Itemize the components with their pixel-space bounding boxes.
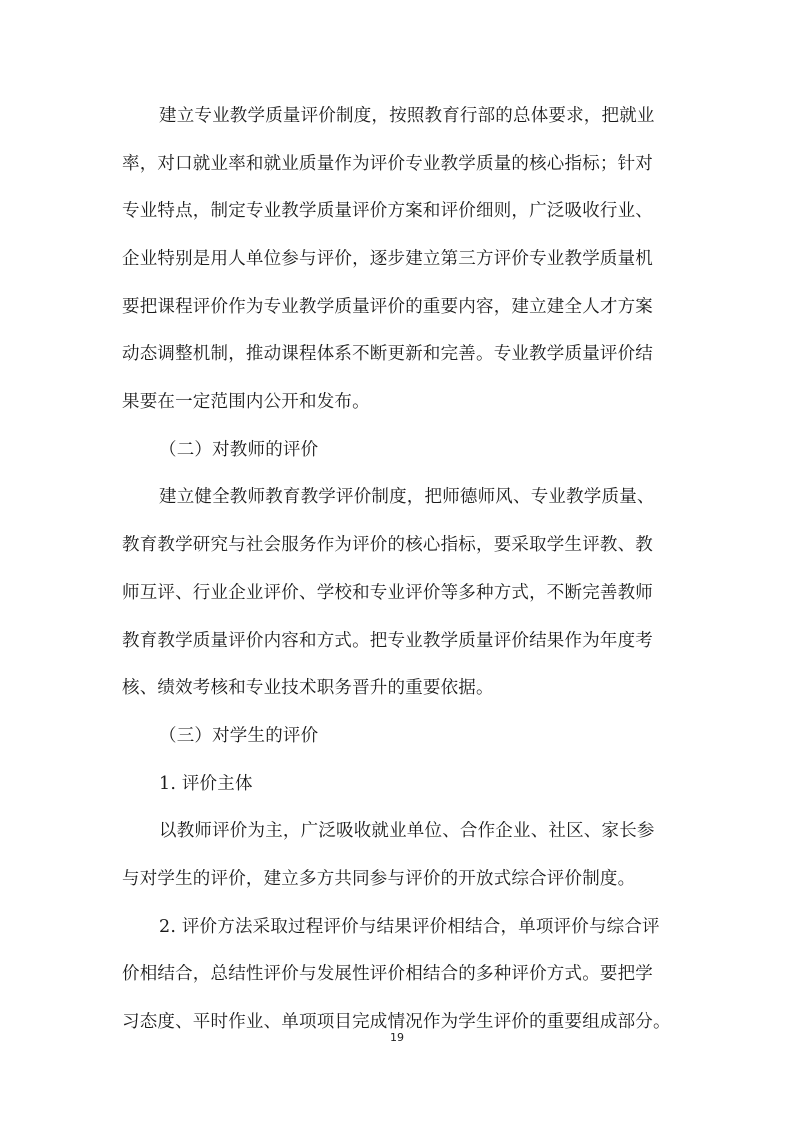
- paragraph-line-7: 果要在一定范围内公开和发布。: [122, 392, 370, 412]
- paragraph-line-9: 建立健全教师教育教学评价制度，把师德师风、专业教学质量、: [159, 487, 655, 507]
- paragraph-line-16: 以教师评价为主，广泛吸收就业单位、合作企业、社区、家长参: [159, 821, 655, 841]
- paragraph-line-1: 建立专业教学质量评价制度，按照教育行部的总体要求，把就业: [159, 106, 655, 126]
- paragraph-line-3: 专业特点，制定专业教学质量评价方案和评价细则，广泛吸收行业、: [122, 201, 653, 221]
- paragraph-line-11: 师互评、行业企业评价、学校和专业评价等多种方式，不断完善教师: [122, 583, 653, 603]
- paragraph-line-19: 价相结合，总结性评价与发展性评价相结合的多种评价方式。要把学: [122, 964, 653, 984]
- paragraph-line-4: 企业特别是用人单位参与评价，逐步建立第三方评价专业教学质量机: [122, 249, 653, 269]
- paragraph-line-17: 与对学生的评价，建立多方共同参与评价的开放式综合评价制度。: [122, 869, 636, 889]
- paragraph-line-20: 习态度、平时作业、单项项目完成情况作为学生评价的重要组成部分。: [122, 1012, 671, 1032]
- paragraph-line-10: 教育教学研究与社会服务作为评价的核心指标，要采取学生评教、教: [122, 535, 653, 555]
- paragraph-line-6: 动态调整机制，推动课程体系不断更新和完善。专业教学质量评价结: [122, 344, 653, 364]
- page-number: 19: [390, 1031, 404, 1044]
- paragraph-line-5: 要把课程评价作为专业教学质量评价的重要内容，建立建全人才方案: [122, 297, 653, 317]
- paragraph-line-18: 2. 评价方法采取过程评价与结果评价相结合，单项评价与综合评: [159, 917, 660, 937]
- paragraph-line-13: 核、绩效考核和专业技术职务晋升的重要依据。: [122, 678, 494, 698]
- paragraph-line-12: 教育教学质量评价内容和方式。把专业教学质量评价结果作为年度考: [122, 631, 653, 651]
- section-heading-teachers: （二）对教师的评价: [159, 440, 319, 460]
- paragraph-line-2: 率，对口就业率和就业质量作为评价专业教学质量的核心指标；针对: [122, 154, 653, 174]
- section-heading-students: （三）对学生的评价: [159, 726, 319, 746]
- subheading-evaluation-subject: 1. 评价主体: [159, 774, 253, 794]
